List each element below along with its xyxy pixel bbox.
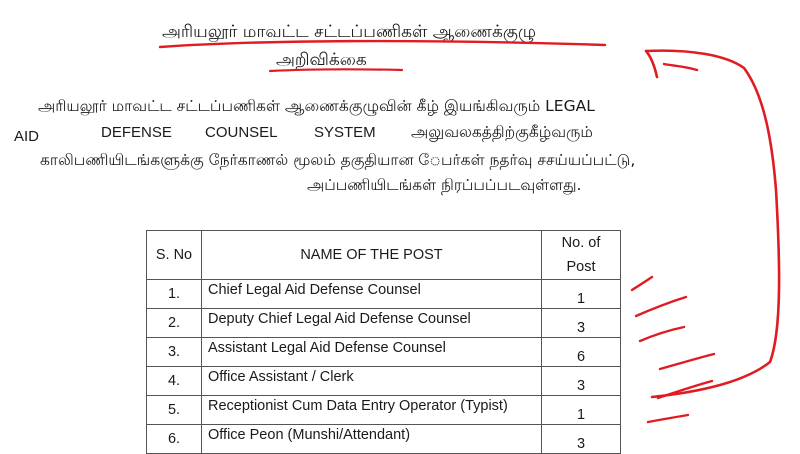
notice-paragraph-line-4: அப்பணியிடங்கள் நிரப்பப்படவுள்ளது. [307,176,582,194]
row-sno: 1. [147,280,202,309]
row-post-name: Assistant Legal Aid Defense Counsel [202,338,542,367]
row-sno: 3. [147,338,202,367]
table-row [147,425,621,454]
arrow-head-stroke [646,51,657,77]
header-post-count-line-1: No. of [561,235,601,251]
header-sno: S. No [147,231,202,280]
tick-mark-row-1 [632,277,652,290]
notice-subtitle: அறிவிக்கை [276,50,367,70]
row-post-name: Chief Legal Aid Defense Counsel [202,280,542,309]
table-row [147,367,621,396]
table-row [147,309,621,338]
tick-mark-row-2 [636,297,686,316]
row-sno: 2. [147,309,202,338]
header-post-count-line-2: Post [566,259,596,275]
header-post-count [542,231,621,280]
row-post-count: 3 [542,367,621,396]
table-header-row [147,231,621,280]
tick-mark-row-5 [658,381,712,398]
row-sno: 5. [147,396,202,425]
row-post-name: Office Assistant / Clerk [202,367,542,396]
row-post-name: Receptionist Cum Data Entry Operator (Typist) [202,396,542,425]
notice-word-office: அலுவலகத்திற்குகீழ்வரும் [411,123,593,141]
tick-mark-row-3 [640,327,684,341]
arrow-stroke [646,51,779,397]
header-post-name: NAME OF THE POST [202,231,542,280]
row-post-count: 1 [542,396,621,425]
arrow-head-stroke [664,64,697,70]
row-post-count: 3 [542,309,621,338]
notice-word-counsel: COUNSEL [205,124,278,141]
row-sno: 6. [147,425,202,454]
row-post-count: 6 [542,338,621,367]
table-row [147,338,621,367]
notice-word-system: SYSTEM [314,124,376,141]
tick-mark-row-4 [660,354,714,369]
row-sno: 4. [147,367,202,396]
tick-mark-row-6 [648,415,688,422]
row-post-name: Deputy Chief Legal Aid Defense Counsel [202,309,542,338]
notice-paragraph-line-3: காலிபணியிடங்களுக்கு நேர்காணல் மூலம் தகுதியான ேபர்கள் நதர்வு சசய்யப்பட்டு, [40,151,636,169]
row-post-count: 3 [542,425,621,454]
row-post-name: Office Peon (Munshi/Attendant) [202,425,542,454]
row-post-count: 1 [542,280,621,309]
notice-word-aid: AID [14,128,40,145]
table-row [147,396,621,425]
notice-paragraph-line-1: அரியலூர் மாவட்ட சட்டப்பணிகள் ஆணைக்குழுவின் கீழ் இயங்கிவரும் LEGAL [38,97,595,115]
notice-word-defense: DEFENSE [101,124,172,141]
notice-title: அரியலூர் மாவட்ட சட்டப்பணிகள் ஆணைக்குழு [162,22,537,42]
posts-table [146,230,621,454]
table-row [147,280,621,309]
